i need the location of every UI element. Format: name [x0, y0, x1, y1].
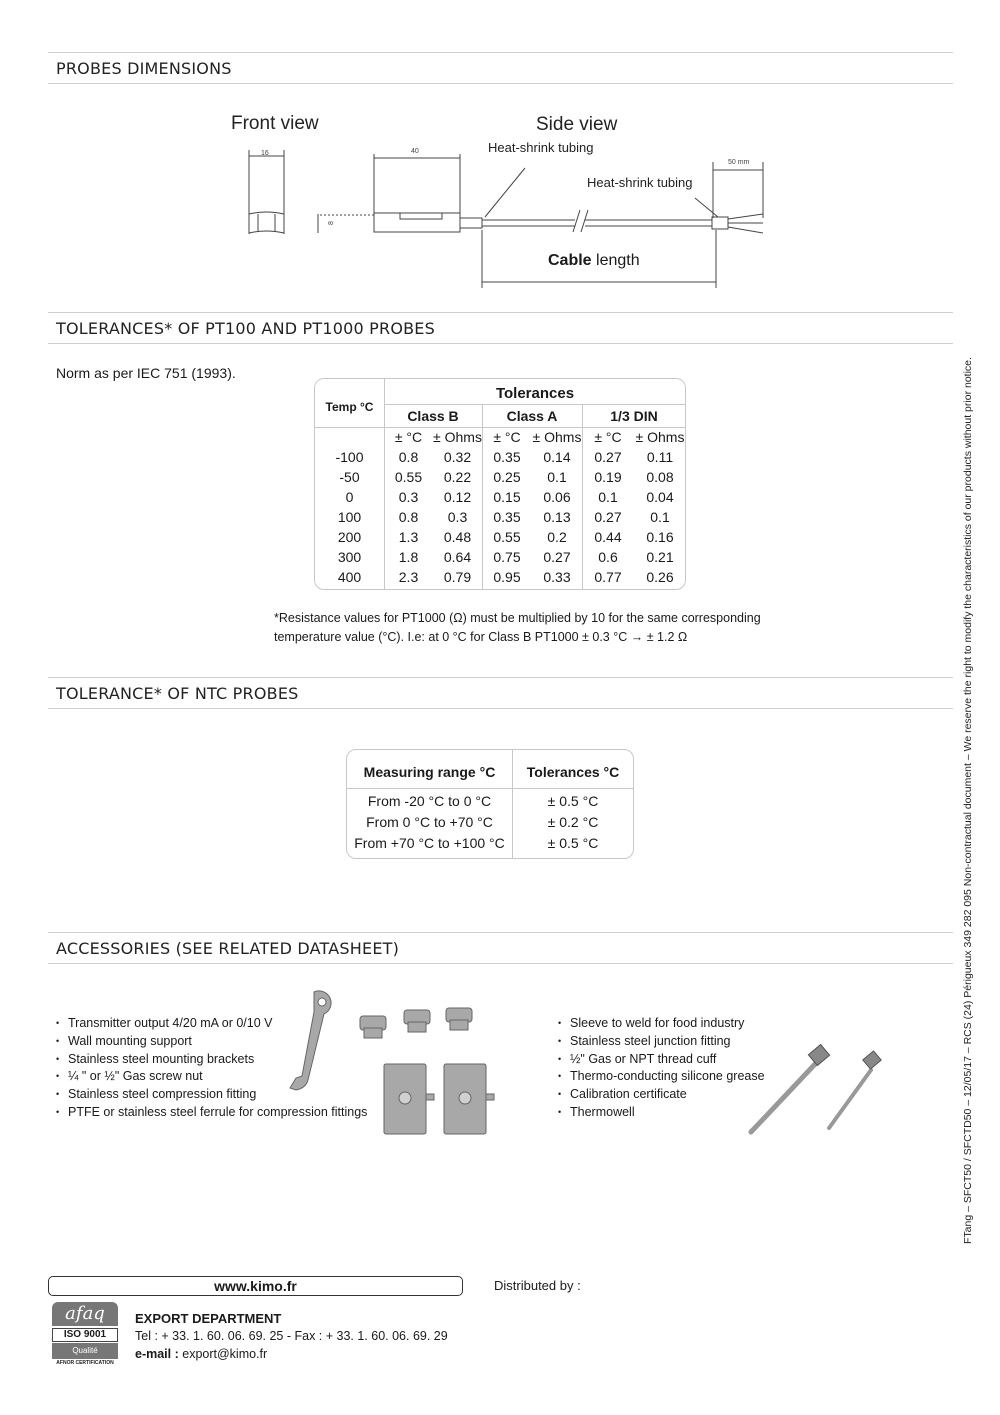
ntc-range-cell: From -20 °C to 0 °C: [367, 793, 492, 809]
phone-fax-text: Tel : + 33. 1. 60. 06. 69. 25 - Fax : + 33. 1. 60. 06. 69. 29: [135, 1329, 448, 1343]
ntc-range-header: Measuring range °C: [363, 764, 496, 780]
export-department-label: EXPORT DEPARTMENT: [135, 1311, 282, 1326]
list-item: • Sleeve to weld for food industry: [558, 1015, 765, 1033]
footnote-line-1: *Resistance values for PT1000 (Ω) must be multiplied by 10 for the same corresponding: [274, 611, 761, 625]
tolerance-cell: 0.3: [398, 489, 419, 505]
legal-side-note: FTang – SFCT50 / SFCTD50 – 12/05/17 – RCS (24) Périgueux 349 282 095 Non-contractual document – We reserve the right to modify the characteristics of our products without prior notice.: [962, 357, 974, 1244]
tolerance-cell: 0.33: [543, 569, 571, 585]
tolerance-cell: 0.77: [594, 569, 622, 585]
resistance-footnote: [274, 609, 761, 647]
cable-length-label: [548, 252, 640, 270]
tolerance-cell: 0.3: [447, 509, 468, 525]
norm-text: Norm as per IEC 751 (1993).: [56, 365, 236, 381]
tolerance-cell: 0.55: [394, 469, 423, 485]
dim-16-label: 16: [261, 150, 269, 157]
tolerance-cell: 0.08: [646, 469, 674, 485]
tolerance-cell: 0.8: [398, 449, 419, 465]
afaq-logo: [52, 1302, 118, 1368]
tolerance-cell: 0.55: [493, 529, 521, 545]
tolerance-cell: 0.06: [543, 489, 571, 505]
list-item: • Stainless steel compression fitting: [56, 1086, 367, 1104]
unit-header: ± °C: [394, 429, 423, 445]
iso-badge: ISO 9001: [52, 1328, 118, 1342]
unit-header: ± °C: [493, 429, 521, 445]
dim-8-label: 8: [328, 221, 335, 225]
qualite-band: Qualité: [52, 1343, 118, 1359]
cable-rest: length: [591, 252, 640, 269]
accessories-list-right: [558, 1015, 765, 1122]
tolerance-cell: 0.48: [443, 529, 472, 545]
tolerance-cell: 0.13: [543, 509, 571, 525]
tolerance-cell: 2.3: [398, 569, 419, 585]
tolerance-cell: 0.44: [594, 529, 622, 545]
section-title-dimensions: PROBES DIMENSIONS: [48, 52, 953, 84]
temp-cell: 0: [345, 489, 354, 505]
tolerance-cell: 0.15: [493, 489, 521, 505]
ntc-tolerance-cell: ± 0.5 °C: [547, 835, 599, 851]
temp-cell: -50: [339, 469, 360, 485]
temp-cell: 100: [337, 509, 362, 525]
side-view-label: Side view: [536, 114, 618, 135]
tolerance-cell: 0.8: [398, 509, 419, 525]
cable-bold: Cable: [548, 252, 592, 269]
tolerance-cell: 0.22: [443, 469, 472, 485]
tolerance-cell: 0.35: [493, 449, 521, 465]
front-view-label: Front view: [231, 113, 319, 134]
tolerance-cell: 1.8: [398, 549, 419, 565]
tolerance-cell: 0.11: [646, 449, 674, 465]
din-header: 1/3 DIN: [610, 408, 658, 424]
class-b-header: Class B: [407, 408, 459, 424]
tolerance-cell: 0.1: [598, 489, 618, 505]
ntc-range-cell: From 0 °C to +70 °C: [366, 814, 493, 830]
list-item: • Thermo-conducting silicone grease: [558, 1068, 765, 1086]
temp-cell: 300: [337, 549, 362, 565]
tolerance-cell: 0.14: [543, 449, 571, 465]
tolerance-cell: 0.12: [443, 489, 472, 505]
temp-cell: -100: [335, 449, 364, 465]
thermowell-image: [745, 1040, 895, 1140]
unit-header: ± Ohms: [532, 429, 582, 445]
ntc-tolerance-header: Tolerances °C: [526, 764, 620, 780]
tolerance-cell: 0.2: [547, 529, 567, 545]
tolerance-cell: 0.25: [493, 469, 521, 485]
tolerance-cell: 1.3: [398, 529, 419, 545]
probe-dimension-drawing: [240, 140, 780, 290]
class-a-header: Class A: [506, 408, 558, 424]
section-title-tolerances: TOLERANCES* OF PT100 AND PT1000 PROBES: [48, 312, 953, 344]
footnote-line-2: temperature value (°C). I.e: at 0 °C for Class B PT1000 ± 0.3 °C → ± 1.2 Ω: [274, 630, 688, 644]
section-title-accessories: ACCESSORIES (SEE RELATED DATASHEET): [48, 932, 953, 964]
tolerance-cell: 0.79: [443, 569, 472, 585]
tolerance-cell: 0.27: [594, 509, 622, 525]
list-item: • ½" Gas or NPT thread cuff: [558, 1051, 765, 1069]
list-item: • ¼ " or ½" Gas screw nut: [56, 1068, 367, 1086]
list-item: • Calibration certificate: [558, 1086, 765, 1104]
ntc-range-cell: From +70 °C to +100 °C: [354, 835, 505, 851]
tolerance-cell: 0.35: [493, 509, 521, 525]
heat-shrink-label-1: Heat-shrink tubing: [488, 140, 594, 155]
list-item: • Thermowell: [558, 1104, 765, 1122]
email-line: [135, 1347, 267, 1361]
tolerance-cell: 0.95: [493, 569, 521, 585]
email-address[interactable]: export@kimo.fr: [178, 1347, 268, 1361]
tolerance-table: [314, 378, 686, 590]
tolerance-cell: 0.04: [646, 489, 674, 505]
ntc-tolerance-cell: ± 0.2 °C: [547, 814, 599, 830]
website-link[interactable]: www.kimo.fr: [48, 1276, 463, 1296]
tolerance-cell: 0.21: [646, 549, 674, 565]
unit-header: ± Ohms: [635, 429, 685, 445]
tolerance-cell: 0.19: [594, 469, 622, 485]
dim-50mm-label: 50 mm: [728, 159, 750, 166]
distributed-by-label: Distributed by :: [494, 1278, 581, 1293]
temp-cell: 200: [337, 529, 362, 545]
dim-40-label: 40: [411, 148, 419, 155]
tolerance-cell: 0.1: [547, 469, 567, 485]
tolerance-cell: 0.6: [598, 549, 618, 565]
email-label: e-mail :: [135, 1347, 179, 1361]
afnor-text: AFNOR CERTIFICATION: [56, 1360, 114, 1366]
list-item: • Transmitter output 4/20 mA or 0/10 V: [56, 1015, 367, 1033]
ntc-tolerance-cell: ± 0.5 °C: [547, 793, 599, 809]
afaq-wordmark: afaq: [52, 1302, 118, 1326]
section-title-ntc: TOLERANCE* OF NTC PROBES: [48, 677, 953, 709]
ntc-table: [346, 749, 634, 859]
tolerance-cell: 0.27: [594, 449, 622, 465]
list-item: • Stainless steel mounting brackets: [56, 1051, 367, 1069]
temp-header: Temp °C: [325, 400, 374, 414]
tolerance-cell: 0.16: [646, 529, 674, 545]
mounting-accessories-image: [286, 988, 501, 1138]
list-item: • Wall mounting support: [56, 1033, 367, 1051]
tolerance-cell: 0.26: [646, 569, 674, 585]
tolerances-header: Tolerances: [495, 385, 575, 402]
tolerance-cell: 0.1: [650, 509, 670, 525]
tolerance-cell: 0.32: [443, 449, 472, 465]
list-item: • Stainless steel junction fitting: [558, 1033, 765, 1051]
list-item: • PTFE or stainless steel ferrule for compression fittings: [56, 1104, 367, 1122]
unit-header: ± °C: [594, 429, 622, 445]
tolerance-cell: 0.75: [493, 549, 521, 565]
tolerance-cell: 0.27: [543, 549, 571, 565]
heat-shrink-label-2: Heat-shrink tubing: [587, 175, 693, 190]
temp-cell: 400: [337, 569, 362, 585]
unit-header: ± Ohms: [433, 429, 482, 445]
tolerance-cell: 0.64: [443, 549, 472, 565]
